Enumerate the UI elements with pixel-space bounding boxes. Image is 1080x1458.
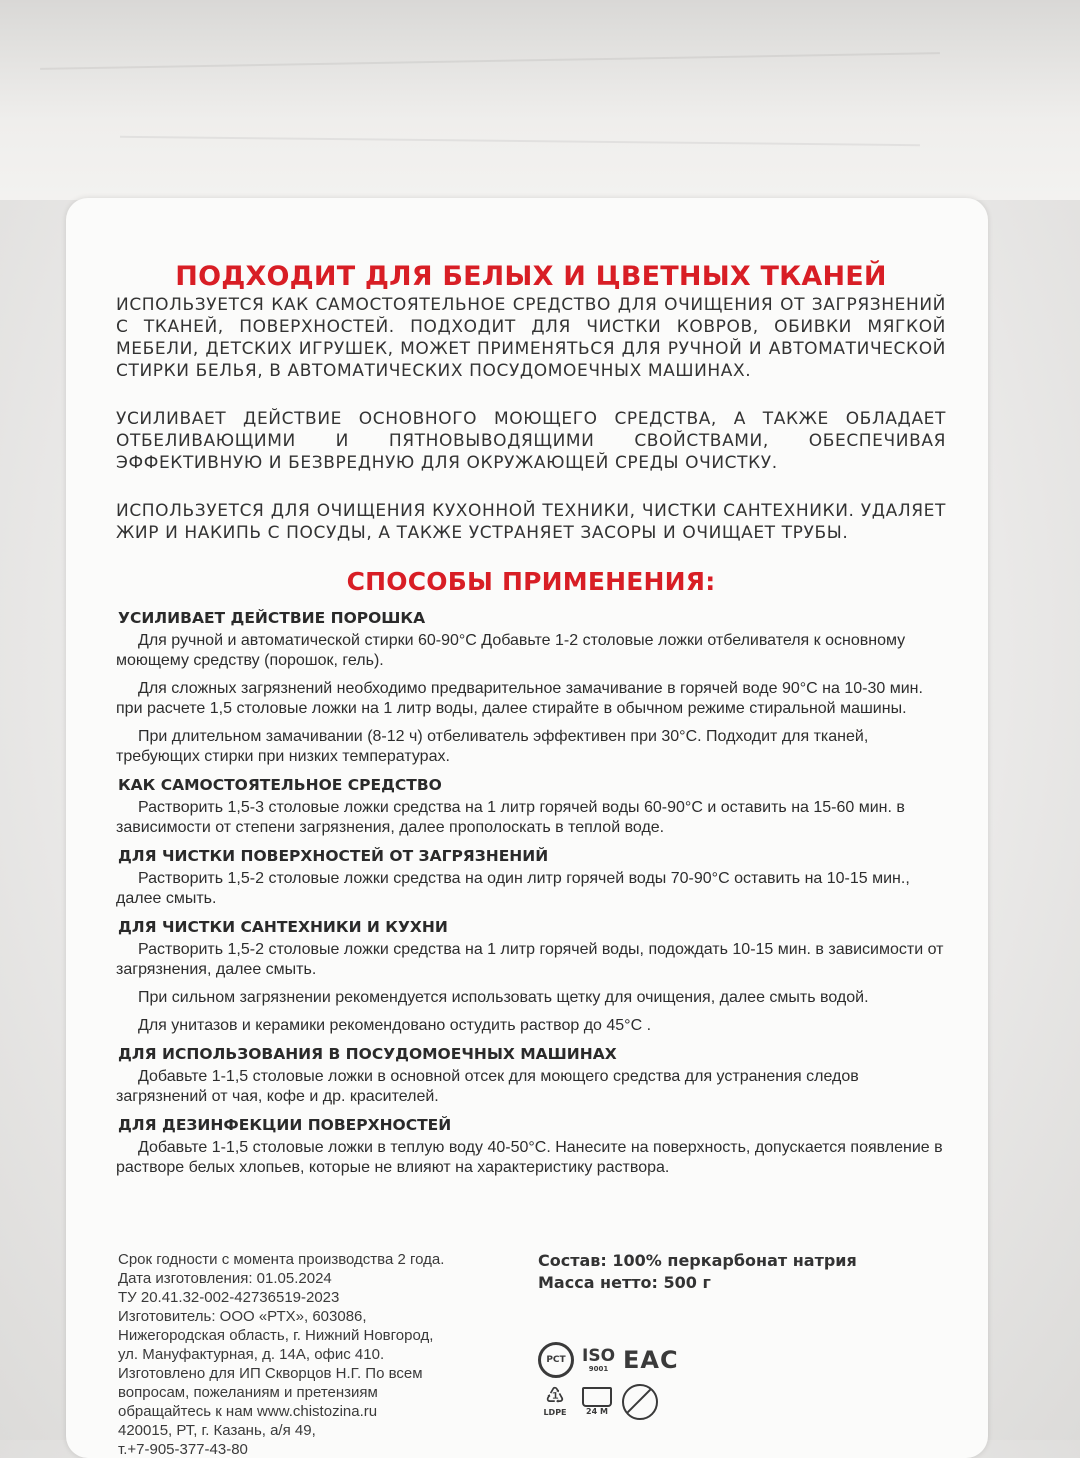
intro-paragraph: ИСПОЛЬЗУЕТСЯ ДЛЯ ОЧИЩЕНИЯ КУХОННОЙ ТЕХНИКИ, ЧИСТКИ САНТЕХНИКИ. УДАЛЯЕТ ЖИР И НАКИПЬ С ПОСУДЫ, А ТАКЖЕ УСТРАНЯЕТ ЗАСОРЫ И ОЧИЩАЕТ ТРУБЫ.	[116, 501, 946, 543]
main-heading: ПОДХОДИТ ДЛЯ БЕЛЫХ И ЦВЕТНЫХ ТКАНЕЙ	[175, 261, 887, 292]
section-paragraph: Растворить 1,5-2 столовые ложки средства на 1 литр горячей воды, подождать 10-15 мин. в зависимости от загрязнения, далее смыть.	[116, 941, 944, 978]
section-paragraph: Для унитазов и керамики рекомендовано остудить раствор до 45°С .	[138, 1017, 652, 1034]
info-line: 420015, РТ, г. Казань, а/я 49,	[118, 1422, 316, 1439]
info-line: обращайтесь к нам www.chistozina.ru	[118, 1403, 378, 1420]
usage-section	[116, 917, 946, 1036]
section-paragraph: Добавьте 1-1,5 столовые ложки в основной отсек для моющего средства для устранения следов загрязнений от чая, кофе и др. красителей.	[116, 1068, 859, 1105]
info-line: т.+7-905-377-43-80	[118, 1441, 248, 1458]
section-title: УСИЛИВАЕТ ДЕЙСТВИЕ ПОРОШКА	[118, 609, 426, 627]
section-paragraph: Для сложных загрязнений необходимо предварительное замачивание в горячей воде 90°С на 10-30 мин. при расчете 1,5 столовые ложки на 1 литр воды, далее стирайте в обычном режиме стиральной машины.	[116, 680, 923, 717]
usage-section	[116, 775, 946, 838]
info-line: Срок годности с момента производства 2 года.	[118, 1251, 445, 1268]
intro-paragraph: УСИЛИВАЕТ ДЕЙСТВИЕ ОСНОВНОГО МОЮЩЕГО СРЕДСТВА, А ТАКЖЕ ОБЛАДАЕТ ОТБЕЛИВАЮЩИМИ И ПЯТНОВЫВОДЯЩИМИ СВОЙСТВАМИ, ОБЕСПЕЧИВАЯ ЭФФЕКТИВНУЮ И БЕЗВРЕДНУЮ ДЛЯ ОКРУЖАЮЩЕЙ СРЕДЫ ОЧИСТКУ.	[116, 409, 946, 473]
manufacturer-info	[118, 1250, 518, 1458]
info-line: Изготовитель: ООО «РТХ», 603086,	[118, 1308, 367, 1325]
info-line: Изготовлено для ИП Скворцов Н.Г. По всем	[118, 1365, 423, 1382]
info-line: вопросам, пожеланиям и претензиям	[118, 1384, 378, 1401]
section-paragraph: При сильном загрязнении рекомендуется использовать щетку для очищения, далее смыть водой.	[138, 989, 869, 1006]
rst-mark-icon: РСТ	[538, 1342, 574, 1378]
section-title: ДЛЯ ДЕЗИНФЕКЦИИ ПОВЕРХНОСТЕЙ	[118, 1116, 452, 1134]
usage-section	[116, 846, 946, 909]
section-paragraph: Для ручной и автоматической стирки 60-90°С Добавьте 1-2 столовые ложки отбеливателя к основному моющему средству (порошок, гель).	[116, 632, 906, 669]
usage-section	[116, 1115, 946, 1178]
bag-top	[0, 0, 1080, 200]
composition-block	[538, 1250, 938, 1417]
shelf-life-icon: 24 M	[580, 1387, 614, 1417]
certification-icons	[538, 1342, 688, 1426]
usage-section	[116, 608, 946, 767]
section-title: ДЛЯ ИСПОЛЬЗОВАНИЯ В ПОСУДОМОЕЧНЫХ МАШИНАХ	[118, 1045, 617, 1063]
section-title: ДЛЯ ЧИСТКИ ПОВЕРХНОСТЕЙ ОТ ЗАГРЯЗНЕНИЙ	[118, 847, 549, 865]
no-rag-icon	[622, 1384, 658, 1420]
section-paragraph: Растворить 1,5-2 столовые ложки средства на один литр горячей воды 70-90°С оставить на 10-15 мин., далее смыть.	[116, 870, 910, 907]
section-paragraph: Растворить 1,5-3 столовые ложки средства на 1 литр горячей воды 60-90°С и оставить на 15-60 мин. в зависимости от степени загрязнения, далее прополоскать в теплой воде.	[116, 799, 905, 836]
recycle-ldpe-icon: ♳ LDPE	[543, 1384, 567, 1417]
label-content	[116, 260, 946, 1186]
usage-heading: СПОСОБЫ ПРИМЕНЕНИЯ:	[346, 567, 716, 596]
section-title: КАК САМОСТОЯТЕЛЬНОЕ СРЕДСТВО	[118, 776, 442, 794]
iso-9001-icon: ISO 9001	[582, 1346, 616, 1373]
intro-paragraph: ИСПОЛЬЗУЕТСЯ КАК САМОСТОЯТЕЛЬНОЕ СРЕДСТВО ДЛЯ ОЧИЩЕНИЯ ОТ ЗАГРЯЗНЕНИЙ С ТКАНЕЙ, ПОВЕРХНОСТЕЙ. ПОДХОДИТ ДЛЯ ЧИСТКИ КОВРОВ, ОБИВКИ МЯГКОЙ МЕБЕЛИ, ДЕТСКИХ ИГРУШЕК, МОЖЕТ ПРИМЕНЯТЬСЯ ДЛЯ РУЧНОЙ И АВТОМАТИЧЕСКОЙ СТИРКИ БЕЛЬЯ, В АВТОМАТИЧЕСКИХ ПОСУДОМОЕЧНЫХ МАШИНАХ.	[116, 295, 946, 381]
info-line: ул. Мануфактурная, д. 14А, офис 410.	[118, 1346, 385, 1363]
section-paragraph: Добавьте 1-1,5 столовые ложки в теплую воду 40-50°С. Нанесите на поверхность, допускается появление в растворе белых хлопьев, которые не влияют на характеристику раствора.	[116, 1139, 943, 1176]
usage-section	[116, 1044, 946, 1107]
info-line: Дата изготовления: 01.05.2024	[118, 1270, 332, 1287]
net-mass-text: Масса нетто: 500 г	[538, 1273, 711, 1292]
composition-text: Состав: 100% перкарбонат натрия	[538, 1251, 857, 1270]
info-line: Нижегородская область, г. Нижний Новгород,	[118, 1327, 434, 1344]
section-paragraph: При длительном замачивании (8-12 ч) отбеливатель эффективен при 30°С. Подходит для тканей, требующих стирки при низких температурах.	[116, 728, 869, 765]
section-title: ДЛЯ ЧИСТКИ САНТЕХНИКИ И КУХНИ	[118, 918, 448, 936]
product-label	[66, 198, 988, 1458]
eac-mark-icon: ЕАС	[623, 1346, 679, 1374]
info-line: ТУ 20.41.32-002-42736519-2023	[118, 1289, 340, 1306]
